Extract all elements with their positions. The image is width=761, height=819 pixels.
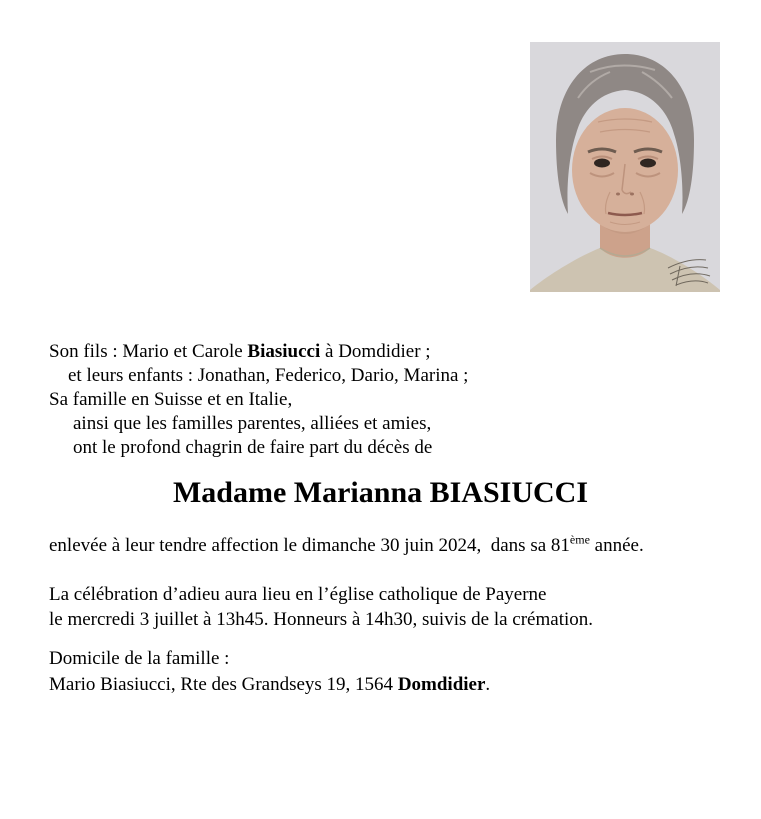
right-eye [640, 159, 656, 168]
portrait-photo-illustration [530, 42, 720, 292]
family-name-bold: Biasiucci [247, 341, 321, 362]
intro-line-2: et leurs enfants : Jonathan, Federico, Dario, Marina ; [68, 365, 469, 386]
intro-line-5: ont le profond chagrin de faire part du décès de [73, 437, 433, 458]
residence-line2-post: . [485, 674, 491, 695]
left-nostril [616, 193, 620, 196]
ceremony-paragraph [49, 582, 593, 632]
intro-line1-pre: Son fils : Mario et Carole [49, 341, 248, 362]
left-eye [594, 159, 610, 168]
portrait-photo [530, 42, 720, 292]
death-line-post: année. [589, 535, 644, 556]
deceased-name-title: Madame Marianna BIASIUCCI [172, 476, 589, 509]
intro-line-3: Sa famille en Suisse et en Italie, [49, 389, 293, 410]
intro-paragraph [49, 340, 468, 460]
ceremony-line-2: le mercredi 3 juillet à 13h45. Honneurs à 14h30, suivis de la crémation. [49, 609, 593, 630]
ceremony-line-1: La célébration d’adieu aura lieu en l’église catholique de Payerne [49, 584, 547, 605]
residence-line-2 [49, 672, 490, 698]
residence-line-1: Domicile de la famille : [49, 648, 230, 669]
residence-paragraph [49, 646, 490, 698]
residence-city-bold: Domdidier [397, 674, 486, 695]
intro-line-4: ainsi que les familles parentes, alliées et amies, [73, 413, 432, 434]
intro-line1-post: à Domdidier ; [320, 341, 431, 362]
death-line-pre: enlevée à leur tendre affection le dimanche 30 juin 2024, dans sa 81 [49, 535, 570, 556]
death-line [49, 534, 644, 558]
intro-line-1 [49, 340, 468, 364]
right-nostril [630, 193, 634, 196]
death-line-superscript: ème [569, 532, 590, 547]
residence-line2-pre: Mario Biasiucci, Rte des Grandseys 19, 1564 [49, 674, 398, 695]
